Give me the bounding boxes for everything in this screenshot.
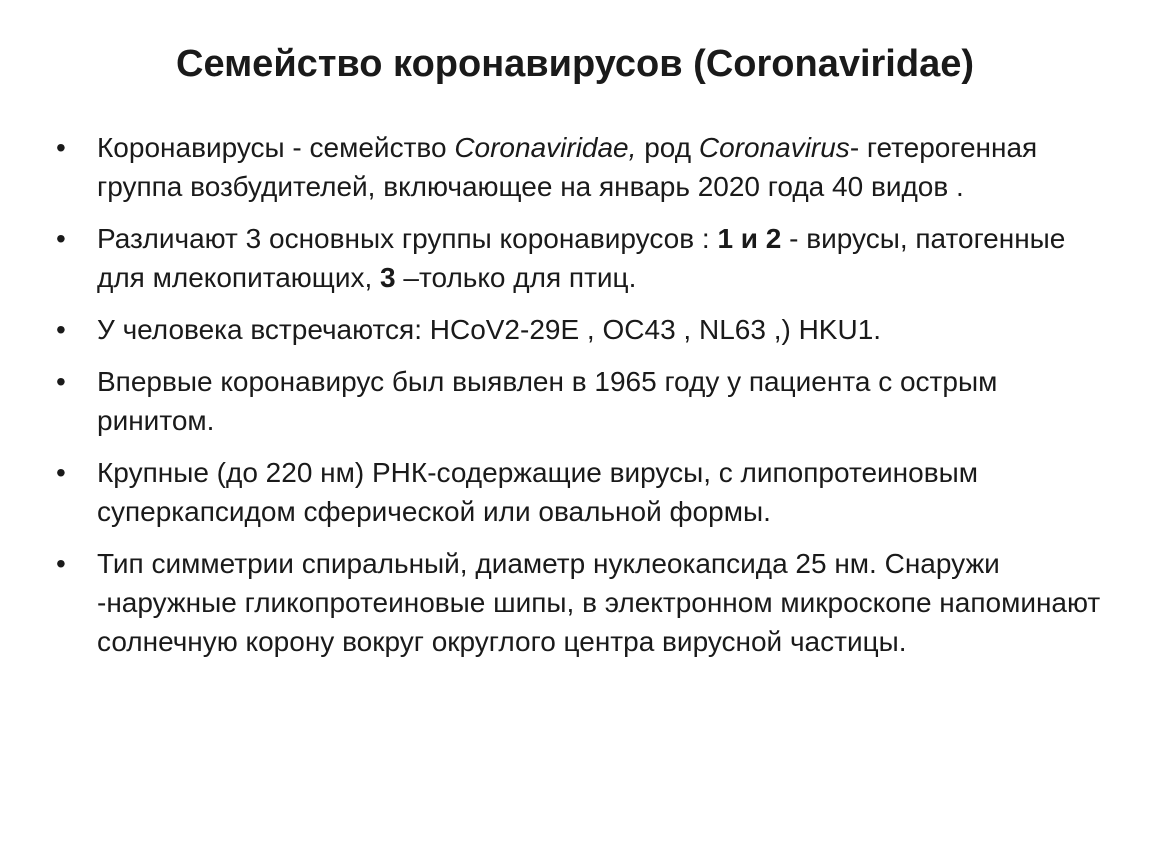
- genus-name-italic: Coronavirus: [698, 132, 850, 163]
- bullet-list: [56, 128, 1106, 674]
- bullet-icon: •: [56, 548, 66, 579]
- bullet-item-first-detection: [56, 362, 1106, 440]
- bullet-text-part: –только для птиц.: [395, 262, 637, 293]
- bullet-item-symmetry: [56, 544, 1106, 661]
- family-name-italic: Coronaviridae,: [454, 132, 637, 163]
- bullet-item-groups: [56, 219, 1106, 297]
- groups-1-2-bold: 1 и 2: [717, 223, 782, 254]
- bullet-icon: •: [56, 457, 66, 488]
- bullet-text: Крупные (до 220 нм) РНК-содержащие вирусы, с липопротеиновым суперкапсидом сферической или овальной формы.: [97, 457, 978, 527]
- bullet-text-part: Коронавирусы - семейство: [97, 132, 455, 163]
- bullet-icon: •: [56, 132, 66, 163]
- bullet-text-part: род: [636, 132, 699, 163]
- bullet-text-part: - вирусы, патогенные для млекопитающих,: [97, 223, 1066, 293]
- bullet-text: У человека встречаются: HCoV2-29E , OC43 , NL63 ,) HKU1.: [97, 314, 882, 345]
- bullet-item-human-strains: [56, 310, 1106, 349]
- bullet-icon: •: [56, 314, 66, 345]
- bullet-text: Тип симметрии спиральный, диаметр нуклеокапсида 25 нм. Снаружи -наружные гликопротеиновые шипы, в электронном микроскопе напоминают солнечную корону вокруг округлого центра вирусной частицы.: [97, 548, 1101, 657]
- bullet-text-part: Различают 3 основных группы коронавирусов :: [97, 223, 718, 254]
- group-3-bold: 3: [380, 262, 396, 293]
- bullet-icon: •: [56, 366, 66, 397]
- slide-title: Семейство коронавирусов (Coronaviridae): [176, 43, 974, 85]
- bullet-item-family: [56, 128, 1106, 206]
- bullet-text: [97, 219, 1106, 297]
- bullet-text: Впервые коронавирус был выявлен в 1965 году у пациента с острым ринитом.: [97, 366, 998, 436]
- bullet-item-size: [56, 453, 1106, 531]
- bullet-text: [97, 128, 1106, 206]
- bullet-text-part: - гетерогенная группа возбудителей, включающее на январь 2020 года 40 видов .: [97, 132, 1038, 202]
- bullet-icon: •: [56, 223, 66, 254]
